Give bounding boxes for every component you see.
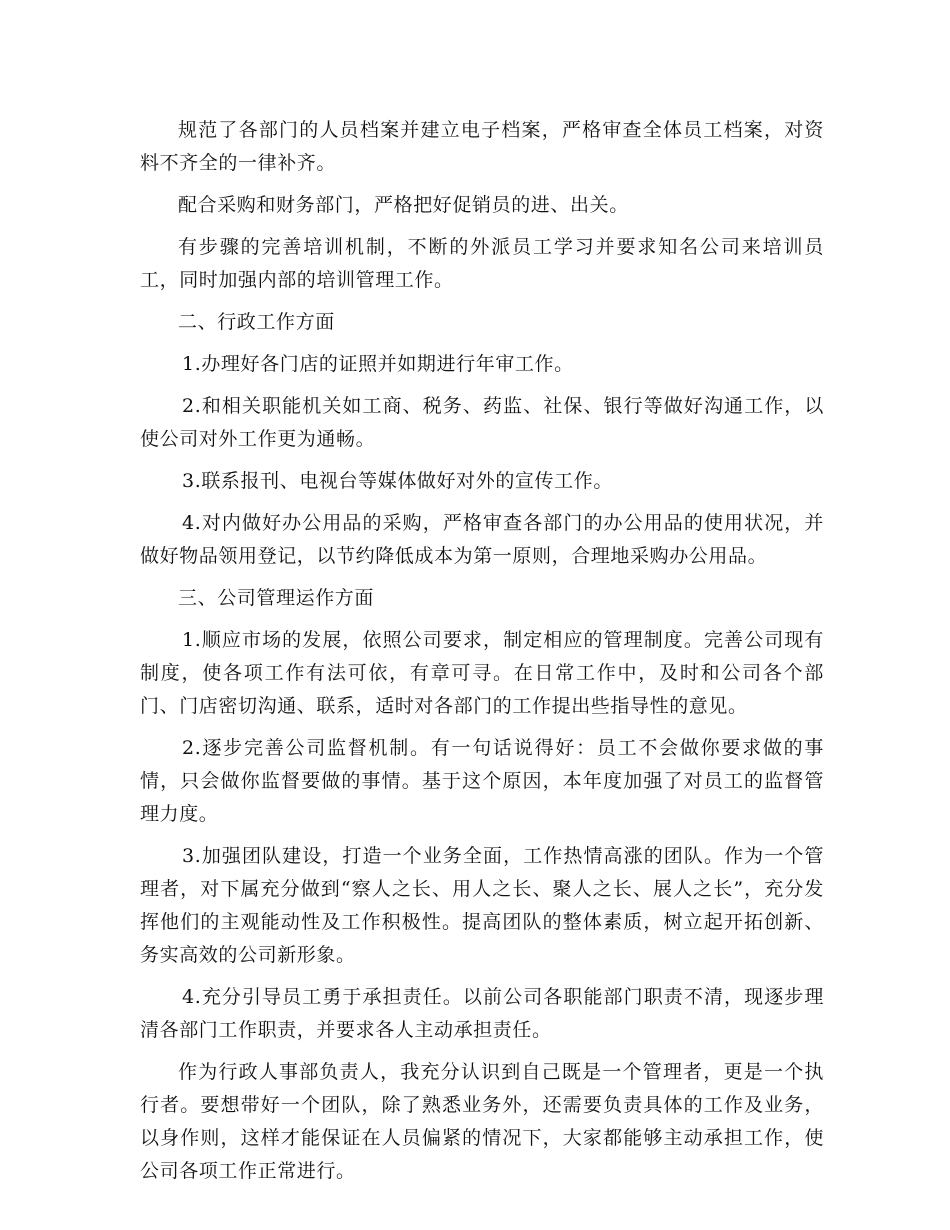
list-item-admin-1: 1.办理好各门店的证照并如期进行年审工作。	[182, 353, 574, 375]
list-item-admin-4: 4.对内做好办公用品的采购，严格审查各部门的办公用品的使用状况，并做好物品领用登记，以节约降低成本为第一原则，合理地采购办公用品。	[140, 512, 824, 567]
list-item-management-4: 4.充分引导员工勇于承担责任。以前公司各职能部门职责不清，现逐步理清各部门工作职责，并要求各人主动承担责任。	[140, 986, 824, 1041]
paragraph-training-mechanism: 有步骤的完善培训机制，不断的外派员工学习并要求知名公司来培训员工，同时加强内部的培训管理工作。	[140, 236, 824, 291]
list-item-admin-2: 2.和相关职能机关如工商、税务、药监、社保、银行等做好沟通工作，以使公司对外工作更为通畅。	[140, 395, 824, 450]
list-item-management-3: 3.加强团队建设，打造一个业务全面，工作热情高涨的团队。作为一个管理者，对下属充分做到“察人之长、用人之长、聚人之长、展人之长”，充分发挥他们的主观能动性及工作积极性。提高团队的整体素质，树立起开拓创新、务实高效的公司新形象。	[140, 845, 824, 966]
paragraph-conclusion: 作为行政人事部负责人，我充分认识到自己既是一个管理者，更是一个执行者。要想带好一个团队，除了熟悉业务外，还需要负责具体的工作及业务，以身作则，这样才能保证在人员偏紧的情况下，大家都能够主动承担工作，使公司各项工作正常进行。	[140, 1061, 824, 1182]
list-item-management-2: 2.逐步完善公司监督机制。有一句话说得好：员工不会做你要求做的事情，只会做你监督要做的事情。基于这个原因，本年度加强了对员工的监督管理力度。	[140, 737, 824, 825]
paragraph-promoter-control: 配合采购和财务部门，严格把好促销员的进、出关。	[178, 194, 629, 216]
section-heading-administration: 二、行政工作方面	[178, 311, 335, 333]
list-item-management-1: 1.顺应市场的发展，依照公司要求，制定相应的管理制度。完善公司现有制度，使各项工作有法可依，有章可寻。在日常工作中，及时和公司各个部门、门店密切沟通、联系，适时对各部门的工作提出些指导性的意见。	[140, 629, 824, 717]
list-item-admin-3: 3.联系报刊、电视台等媒体做好对外的宣传工作。	[182, 470, 613, 492]
section-heading-management: 三、公司管理运作方面	[178, 587, 375, 609]
paragraph-personnel-archives: 规范了各部门的人员档案并建立电子档案，严格审查全体员工档案，对资料不齐全的一律补齐。	[140, 119, 824, 174]
document-body	[140, 114, 824, 1188]
